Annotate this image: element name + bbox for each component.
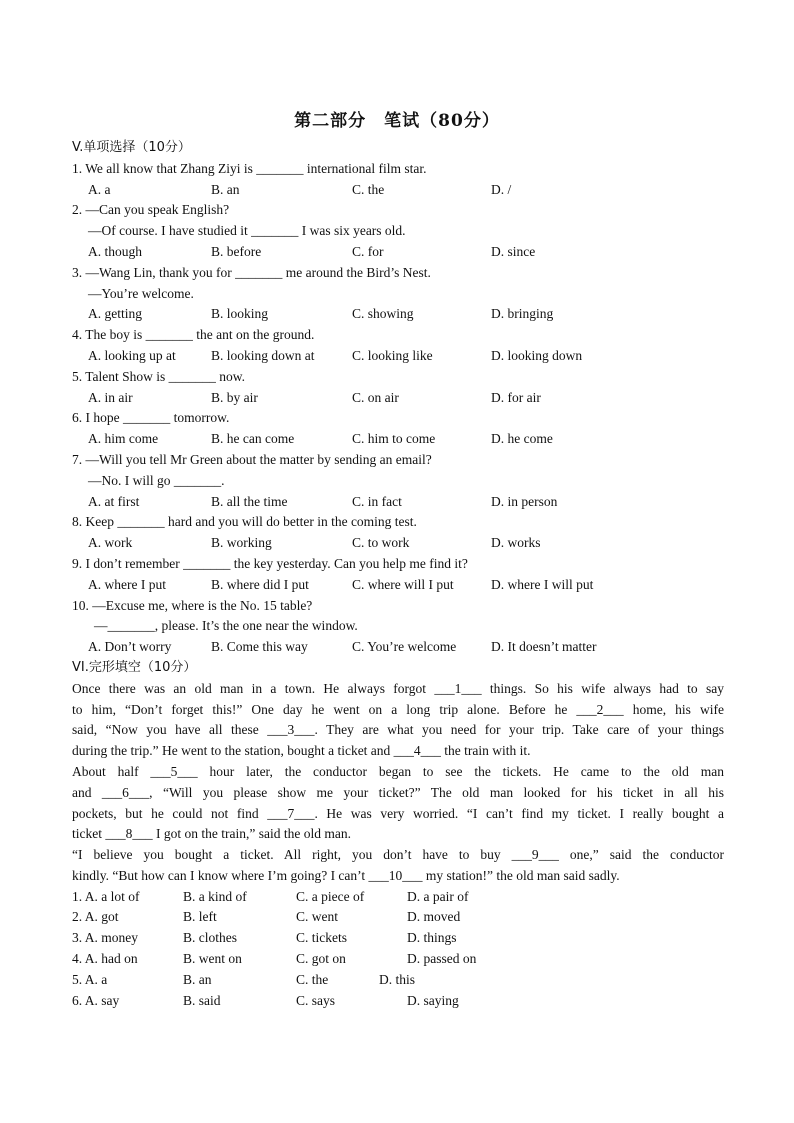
option-a[interactable]: A. a xyxy=(88,181,111,197)
cloze-choice-row-5 xyxy=(72,970,724,991)
question-4-line: 4. The boy is _______ the ant on the ground. xyxy=(72,327,315,343)
question-6-options xyxy=(72,429,724,450)
cloze-choice-row-6 xyxy=(72,991,724,1012)
option-d[interactable]: D. for air xyxy=(491,389,541,405)
cloze-choice-row-3 xyxy=(72,928,724,949)
cloze-option-b[interactable]: B. an xyxy=(183,971,212,987)
option-d[interactable]: D. since xyxy=(491,243,536,259)
question-3-line: —You’re welcome. xyxy=(88,285,194,301)
cloze-option-d[interactable]: D. saying xyxy=(407,992,459,1008)
exam-content xyxy=(72,138,724,1011)
passage-line: ticket ___8___ I got on the train,” said the old man. xyxy=(72,826,351,842)
question-5-options xyxy=(72,388,724,409)
option-a[interactable]: A. in air xyxy=(88,389,133,405)
option-a[interactable]: A. Don’t worry xyxy=(88,639,172,655)
question-9-line: 9. I don’t remember _______ the key yesterday. Can you help me find it? xyxy=(72,555,468,571)
question-10-line: —_______, please. It’s the one near the window. xyxy=(94,618,358,634)
question-2-line: —Of course. I have studied it _______ I was six years old. xyxy=(88,223,406,239)
question-2-line: 2. —Can you speak English? xyxy=(72,202,230,218)
cloze-option-d[interactable]: D. passed on xyxy=(407,951,477,967)
option-d[interactable]: D. works xyxy=(491,535,541,551)
question-3-line: 3. —Wang Lin, thank you for _______ me around the Bird’s Nest. xyxy=(72,264,431,280)
question-5-line: 5. Talent Show is _______ now. xyxy=(72,368,246,384)
option-b[interactable]: B. he can come xyxy=(211,431,295,447)
cloze-passage xyxy=(72,679,724,887)
option-a[interactable]: A. where I put xyxy=(88,576,166,592)
passage-line: to him, “Don’t forget this!” One day he went on a long trip alone. Before he ___2___ home, his wife xyxy=(72,701,724,717)
passage-line: said, “Now you have all these ___3___. They are what you need for your trip. Take care of your things xyxy=(72,722,724,738)
cloze-option-c[interactable]: C. tickets xyxy=(296,930,347,946)
option-b[interactable]: B. before xyxy=(211,243,262,259)
cloze-option-c[interactable]: C. got on xyxy=(296,951,346,967)
option-c[interactable]: C. looking like xyxy=(352,347,433,363)
passage-line: pockets, but he could not find ___7___. He was very worried. “I can’t find my ticket. I really bought a xyxy=(72,805,724,821)
cloze-option-b[interactable]: B. said xyxy=(183,992,221,1008)
question-1-options xyxy=(72,180,724,201)
option-c[interactable]: C. the xyxy=(352,181,385,197)
cloze-option-a[interactable]: 1. A. a lot of xyxy=(72,888,140,904)
cloze-option-c[interactable]: C. the xyxy=(296,971,329,987)
passage-line: About half ___5___ hour later, the conductor began to see the tickets. He came to the old man xyxy=(72,763,724,779)
option-b[interactable]: B. looking down at xyxy=(211,347,315,363)
cloze-choice-row-2 xyxy=(72,907,724,928)
option-c[interactable]: C. for xyxy=(352,243,384,259)
cloze-option-d[interactable]: D. this xyxy=(379,971,416,987)
passage-line: Once there was an old man in a town. He always forgot ___1___ things. So his wife always had to say xyxy=(72,680,724,696)
option-d[interactable]: D. in person xyxy=(491,493,558,509)
option-a[interactable]: A. at first xyxy=(88,493,140,509)
option-d[interactable]: D. where I will put xyxy=(491,576,594,592)
option-c[interactable]: C. on air xyxy=(352,389,399,405)
single-choice-questions xyxy=(72,159,724,658)
cloze-option-a[interactable]: 2. A. got xyxy=(72,909,119,925)
option-b[interactable]: B. by air xyxy=(211,389,258,405)
option-c[interactable]: C. to work xyxy=(352,535,410,551)
page-title: 第二部分 笔试（80分） xyxy=(294,111,500,131)
option-a[interactable]: A. getting xyxy=(88,306,142,322)
question-1-line: 1. We all know that Zhang Ziyi is _______ international film star. xyxy=(72,160,427,176)
option-a[interactable]: A. looking up at xyxy=(88,347,176,363)
option-a[interactable]: A. though xyxy=(88,243,142,259)
question-4-options xyxy=(72,346,724,367)
option-c[interactable]: C. You’re welcome xyxy=(352,639,457,655)
question-2-options xyxy=(72,242,724,263)
option-c[interactable]: C. him to come xyxy=(352,431,436,447)
cloze-choices xyxy=(72,887,724,1012)
question-9-options xyxy=(72,575,724,596)
question-8-options xyxy=(72,533,724,554)
passage-line: during the trip.” He went to the station, bought a ticket and ___4___ the train with it. xyxy=(72,743,531,759)
option-c[interactable]: C. in fact xyxy=(352,493,402,509)
cloze-option-a[interactable]: 6. A. say xyxy=(72,992,120,1008)
question-10-options xyxy=(72,637,724,658)
cloze-option-a[interactable]: 5. A. a xyxy=(72,971,108,987)
passage-line: “I believe you bought a ticket. All right, you don’t have to buy ___9___ one,” said the conductor xyxy=(72,847,724,863)
question-7-options xyxy=(72,492,724,513)
cloze-option-d[interactable]: D. things xyxy=(407,930,457,946)
cloze-option-d[interactable]: D. a pair of xyxy=(407,888,469,904)
cloze-option-c[interactable]: C. went xyxy=(296,909,338,925)
question-6-line: 6. I hope _______ tomorrow. xyxy=(72,410,230,426)
option-b[interactable]: B. an xyxy=(211,181,240,197)
option-b[interactable]: B. looking xyxy=(211,306,269,322)
option-a[interactable]: A. work xyxy=(88,535,133,551)
option-d[interactable]: D. / xyxy=(491,181,512,197)
cloze-option-a[interactable]: 3. A. money xyxy=(72,930,138,946)
option-d[interactable]: D. bringing xyxy=(491,306,554,322)
passage-line: kindly. “But how can I know where I’m going? I can’t ___10___ my station!” the old man said sadly. xyxy=(72,867,620,883)
option-b[interactable]: B. where did I put xyxy=(211,576,309,592)
section-heading-single-choice: V.单项选择（10分） xyxy=(72,140,191,155)
cloze-option-c[interactable]: C. a piece of xyxy=(296,888,365,904)
option-c[interactable]: C. where will I put xyxy=(352,576,454,592)
cloze-option-b[interactable]: B. clothes xyxy=(183,930,237,946)
cloze-option-b[interactable]: B. a kind of xyxy=(183,888,247,904)
cloze-option-c[interactable]: C. says xyxy=(296,992,336,1008)
option-c[interactable]: C. showing xyxy=(352,306,414,322)
cloze-option-d[interactable]: D. moved xyxy=(407,909,461,925)
question-7-line: 7. —Will you tell Mr Green about the matter by sending an email? xyxy=(72,451,432,467)
cloze-choice-row-4 xyxy=(72,949,724,970)
option-b[interactable]: B. Come this way xyxy=(211,639,308,655)
question-3-options xyxy=(72,304,724,325)
section-heading-cloze: VI.完形填空（10分） xyxy=(72,659,197,675)
question-10-line: 10. —Excuse me, where is the No. 15 table? xyxy=(72,597,313,613)
cloze-option-b[interactable]: B. left xyxy=(183,909,217,925)
cloze-option-a[interactable]: 4. A. had on xyxy=(72,951,138,967)
passage-line: and ___6___, “Will you please show me your ticket?” The old man looked for his ticket in all his xyxy=(72,784,724,800)
option-d[interactable]: D. he come xyxy=(491,431,553,447)
option-a[interactable]: A. him come xyxy=(88,431,159,447)
question-7-line: —No. I will go _______. xyxy=(88,472,225,488)
option-d[interactable]: D. It doesn’t matter xyxy=(491,639,597,655)
cloze-option-b[interactable]: B. went on xyxy=(183,951,242,967)
question-8-line: 8. Keep _______ hard and you will do better in the coming test. xyxy=(72,514,417,530)
cloze-choice-row-1 xyxy=(72,887,724,908)
option-b[interactable]: B. all the time xyxy=(211,493,288,509)
option-b[interactable]: B. working xyxy=(211,535,272,551)
option-d[interactable]: D. looking down xyxy=(491,347,583,363)
